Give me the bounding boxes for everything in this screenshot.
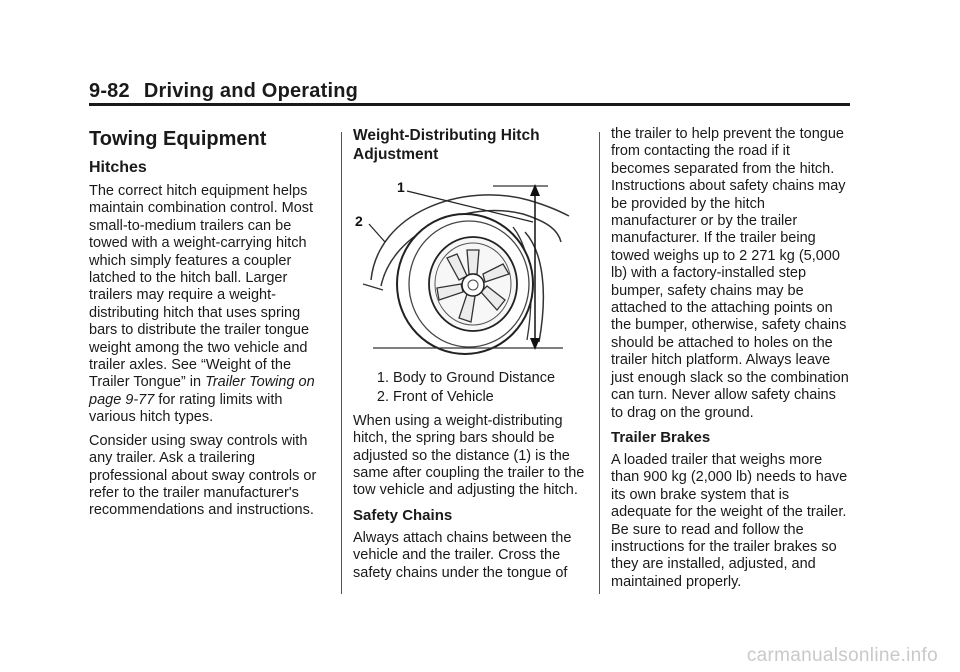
paragraph-safety-chains: Always attach chains between the vehicle and the trailer. Cross the safety chains under the tongue of: [353, 529, 572, 581]
figure-label-1: 1: [397, 179, 405, 195]
subheading-weight-distributing: Weight-Distributing Hitch Adjustment: [353, 127, 540, 163]
cross-reference-link[interactable]: Trailer Towing on page 9-77: [89, 374, 315, 408]
paragraph-sway-controls: Consider using sway controls with any trailer. Ask a trailering professional about sway controls or refer to the trailer manufacturer's recommendations and instructions.: [89, 432, 317, 519]
page-header: [89, 80, 849, 103]
figure-label-2: 2: [355, 213, 363, 229]
paragraph-hitches: [89, 183, 329, 427]
subheading-trailer-brakes: Trailer Brakes: [611, 428, 711, 446]
column-2: [353, 126, 588, 588]
figure-captions: [353, 370, 588, 407]
paragraph-trailer-brakes: A loaded trailer that weighs more than 900 kg (2,000 lb) needs to have its own brake system that is adequate for the weight of the trailer. Be sure to read and follow the instructions for the trailer brakes so they are installed, adjusted, and maintained properly.: [611, 451, 848, 590]
caption-1: 1. Body to Ground Distance: [393, 370, 588, 387]
section-title: Driving and Operating: [143, 80, 359, 102]
paragraph-safety-chains-cont: the trailer to help prevent the tongue from contacting the road if it becomes separated from the hitch. Instructions about safety chains may be provided by the hitch manufacturer or by the trailer manufacturer. If the trailer being towed weighs up to 2 271 kg (5,000 lb) with a factory-installed step bumper, safety chains may be attached to the attaching points on the bumper, otherwise, safety chains should be attached to holes on the trailer hitch platform. Always leave just enough slack so the combination can turn. Never allow safety chains to drag on the ground.: [611, 126, 849, 421]
column-divider-2: [599, 132, 600, 594]
hitches-text-tail: for rating limits with various hitch types.: [89, 391, 283, 426]
column-1: [89, 126, 329, 526]
wheel-illustration: [353, 172, 573, 362]
section-heading-towing-equipment: Towing Equipment: [89, 128, 267, 150]
subheading-hitches: Hitches: [89, 159, 147, 176]
watermark: carmanualsonline.info: [746, 645, 938, 666]
column-divider-1: [341, 132, 342, 594]
page-number: 9-82: [89, 80, 130, 102]
column-3: [611, 126, 851, 597]
header-rule: [89, 103, 850, 106]
subheading-safety-chains: Safety Chains: [353, 506, 453, 524]
caption-2: 2. Front of Vehicle: [393, 389, 588, 406]
paragraph-adjustment: When using a weight-distributing hitch, the spring bars should be adjusted so the distance (1) is the same after coupling the trailer to the tow vehicle and adjusting the hitch.: [353, 412, 585, 499]
hitches-text: The correct hitch equipment helps maintain combination control. Most small-to-medium trailers can be towed with a weight-carrying hitch which simply features a coupler latched to the hitch ball. Larger trailers may require a weight-distributing hitch that uses spring bars to distribute the trailer tongue weight among the two vehicle and trailer axles. See “Weight of the Trailer Tongue” in: [89, 183, 314, 391]
